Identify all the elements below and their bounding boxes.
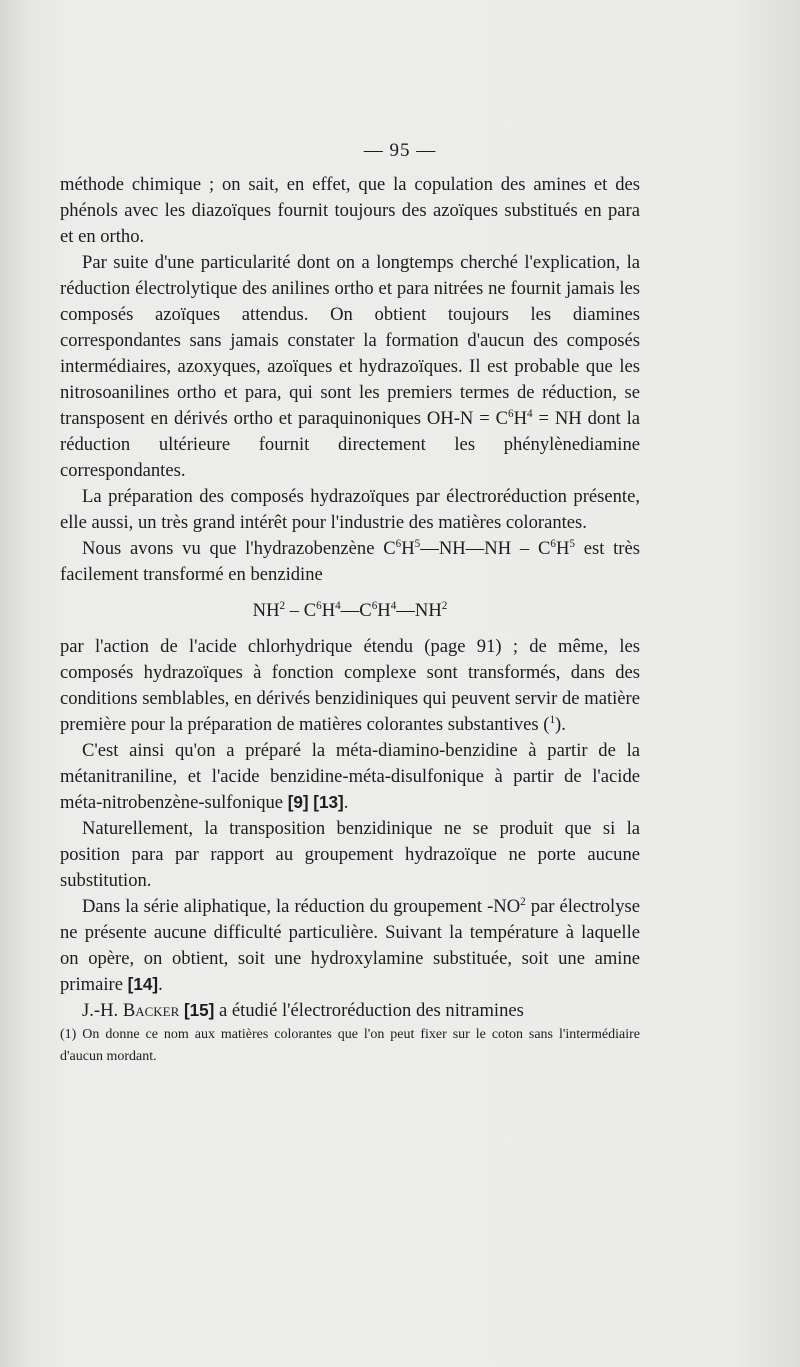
- paragraph-8: Dans la série aliphatique, la réduction du groupement $-NO^2$ par électrolyse ne présente aucune difficulté particulière. Suivant la température à laquelle on opère, on obtient, soit une hydroxylamine substituée, soit une amine primaire [14].: [60, 895, 641, 995]
- citation-14[interactable]: [14]: [127, 975, 159, 994]
- body-text: [60, 172, 640, 1068]
- footnote: [60, 1024, 640, 1068]
- citation-13[interactable]: [13]: [313, 793, 344, 812]
- paragraph-9: J.-H. Backer [15] a étudié l'électroréduction des nitramines: [82, 1000, 524, 1021]
- benzidine-formula: $NH^2$ – $C^6H^4—C^6H^4—NH^2$: [252, 599, 448, 621]
- paragraph-2: Par suite d'une particularité dont on a longtemps cherché l'explication, la réduction électrolytique des anilines ortho et para nitrées ne fournit jamais les composés azoïques attendus. On obtient toujours les diamines correspondantes sans jamais constater la formation d'aucun des composés intermédiaires, azoxyques, azoïques et hydrazoïques. Il est probable que les nitrosoanilines ortho et para, qui sont les premiers termes de réduction, se transposent en dérivés ortho et paraquinoniques $OH-N = C^6H^4$ = NH dont la réduction ultérieure fournit directement les phénylènediamine correspondantes.: [60, 252, 640, 481]
- citation-15[interactable]: [15]: [183, 1001, 215, 1020]
- paragraph-4: Nous avons vu que l'hydrazobenzène $C^6H^5—NH—NH - C^6H^5$ est très facilement transformé en benzidine: [60, 537, 640, 585]
- author-name: Backer: [122, 1000, 180, 1021]
- paragraph-3: La préparation des composés hydrazoïques par électroréduction présente, elle aussi, un très grand intérêt pour l'industrie des matières colorantes.: [60, 486, 640, 533]
- page-number: — 95 —: [363, 140, 437, 161]
- footnote-reference[interactable]: 1: [549, 713, 556, 726]
- paragraph-7: Naturellement, la transposition benzidinique ne se produit que si la position para par rapport au groupement hydrazoïque ne porte aucune substitution.: [60, 818, 640, 891]
- citation-9[interactable]: [9]: [287, 793, 309, 812]
- paragraph-5: par l'action de l'acide chlorhydrique étendu (page 91) ; de même, les composés hydrazoïques à fonction complexe sont transformés, dans des conditions semblables, en dérivés benzidiniques qui peuvent servir de matière première pour la préparation de matières colorantes substantives ($^1$).: [60, 636, 640, 735]
- paragraph-6: C'est ainsi qu'on a préparé la méta-diamino-benzidine à partir de la métanitraniline, et l'acide benzidine-méta-disulfonique à partir de l'acide méta-nitrobenzène-sulfonique [9] [13].: [60, 740, 640, 813]
- footnote-mark: (1): [60, 1027, 77, 1042]
- paragraph-1: méthode chimique ; on sait, en effet, que la copulation des amines et des phénols avec les diazoïques fournit toujours des azoïques substitués en para et en ortho.: [60, 174, 640, 247]
- footnote-text: On donne ce nom aux matières colorantes que l'on peut fixer sur le coton sans l'intermédiaire d'aucun mordant.: [60, 1027, 640, 1064]
